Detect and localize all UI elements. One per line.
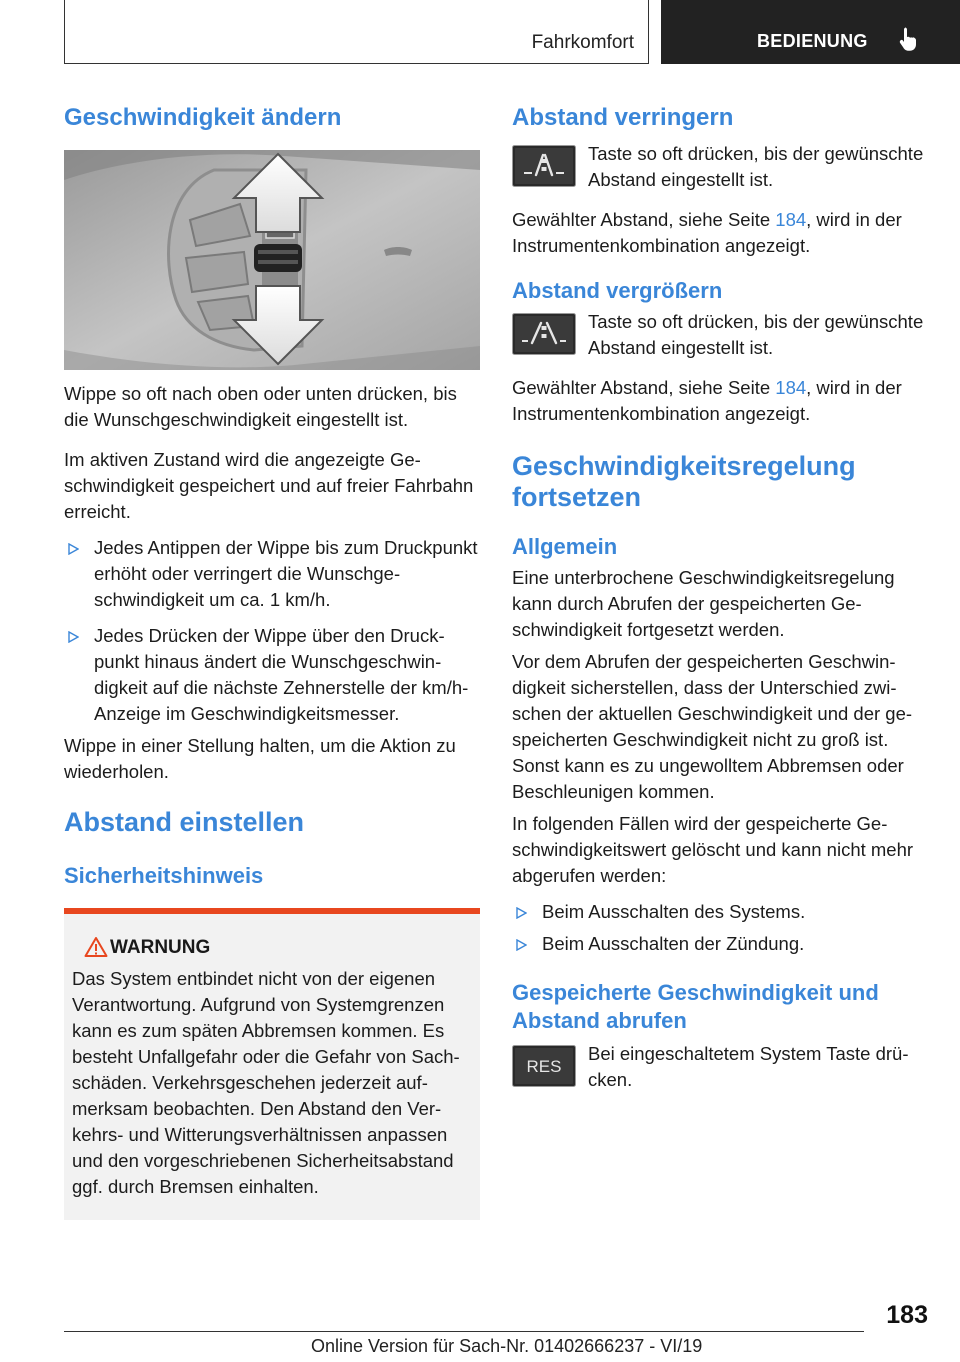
speed-bullet-list bbox=[64, 535, 480, 727]
heading-safety-note: Sicherheitshinweis bbox=[64, 863, 264, 888]
distance-increase-button-icon bbox=[512, 313, 576, 355]
increase-distance-reference: Gewählter Abstand, siehe Seite 184, wird in der Instrumentenkombination angezeigt. bbox=[512, 377, 902, 424]
distance-decrease-button-icon bbox=[512, 145, 576, 187]
footer-online-version: Online Version für Sach-Nr. 01402666237 - VI/19 bbox=[311, 1336, 703, 1356]
decrease-distance-instruction: Taste so oft drücken, bis der gewünschte Abstand eingestellt ist. bbox=[588, 143, 924, 190]
decrease-distance-row bbox=[512, 141, 928, 193]
page-number: 183 bbox=[886, 1301, 928, 1329]
list-item: Beim Ausschalten der Zündung. bbox=[512, 931, 928, 957]
triangle-bullet-icon bbox=[516, 907, 527, 919]
paragraph-rocker: Wippe so oft nach oben oder unten drücken, bis die Wunschgeschwindigkeit eingestellt ist. bbox=[64, 383, 457, 430]
increase-distance-instruction: Taste so oft drücken, bis der gewünschte Abstand eingestellt ist. bbox=[588, 311, 924, 358]
left-column bbox=[64, 100, 480, 1220]
triangle-bullet-icon bbox=[516, 939, 527, 951]
paragraph-before-recall: Vor dem Abrufen der gespeicherten Geschwindigkeit sicherstellen, dass der Unterschied zwischen der aktuellen Geschwindigkeit und der gespeicherten Geschwindigkeit nicht zu groß ist. Sonst kann es zu ungewolltem Abbremsen oder Beschleunigen kommen. bbox=[512, 651, 913, 802]
res-button-icon bbox=[512, 1045, 576, 1087]
page-reference-link[interactable]: 184 bbox=[775, 209, 807, 230]
paragraph-active-state: Im aktiven Zustand wird die angezeigte Geschwindigkeit gespeichert und auf freier Fahrbahn erreicht. bbox=[64, 449, 474, 522]
decrease-distance-reference: Gewählter Abstand, siehe Seite 184, wird in der Instrumentenkombination angezeigt. bbox=[512, 209, 902, 256]
warning-triangle-icon bbox=[84, 936, 108, 958]
warning-text: Das System entbindet nicht von der eigenen Verantwortung. Aufgrund von Systemgrenzen kann es zum späten Abbremsen kommen. Es besteht Unfallgefahr oder die Gefahr von Sachschäden. Verkehrsgeschehen jederzeit aufmerksam beobachten. Den Abstand den Verkehrs- und Witterungsverhältnissen anpassen und den vorgeschriebenen Sicherheitsabstand ggf. durch Bremsen einhalten. bbox=[72, 968, 460, 1197]
right-column bbox=[512, 100, 928, 1093]
warning-title: WARNUNG bbox=[110, 937, 211, 958]
header-section-box bbox=[64, 0, 649, 64]
header-chapter-title: BEDIENUNG bbox=[757, 31, 868, 51]
page-reference-link[interactable]: 184 bbox=[775, 377, 807, 398]
triangle-bullet-icon bbox=[68, 631, 79, 643]
list-item: Jedes Antippen der Wippe bis zum Druckpunkt erhöht oder verringert die Wunschgeschwindigkeit um ca. 1 km/h. bbox=[64, 535, 480, 613]
heading-recall-stored: Gespeicherte Geschwindigkeit und Abstand abrufen bbox=[512, 980, 879, 1033]
paragraph-deletion-cases: In folgenden Fällen wird der gespeicherte Geschwindigkeitswert gelöscht und kann nicht mehr abgerufen werden: bbox=[512, 813, 914, 886]
heading-change-speed: Geschwindigkeit ändern bbox=[64, 104, 342, 131]
warning-box bbox=[64, 908, 480, 1220]
increase-distance-row bbox=[512, 309, 928, 361]
heading-increase-distance: Abstand vergrößern bbox=[512, 278, 723, 303]
header-chapter-box bbox=[661, 0, 960, 64]
pointing-hand-icon bbox=[898, 26, 920, 52]
heading-decrease-distance: Abstand verringern bbox=[512, 104, 734, 131]
heading-general: Allgemein bbox=[512, 534, 618, 559]
recall-row bbox=[512, 1041, 928, 1093]
heading-adjust-distance: Abstand einstellen bbox=[64, 807, 305, 837]
list-item: Jedes Drücken der Wippe über den Druckpunkt hinaus ändert die Wunschgeschwindigkeit auf die nächste Zehnerstelle der km/h-Anzeige im Geschwindigkeitsmesser. bbox=[64, 623, 480, 727]
header-section-title: Fahrkomfort bbox=[531, 32, 634, 53]
deletion-bullet-list bbox=[512, 899, 928, 957]
heading-resume-speed-control: Geschwindigkeitsregelung fortsetzen bbox=[512, 451, 856, 512]
steering-wheel-rocker-image bbox=[64, 150, 480, 370]
footer-divider bbox=[64, 1331, 864, 1332]
paragraph-general: Eine unterbrochene Geschwindigkeitsregelung kann durch Abrufen der gespeicherten Geschwindigkeit fortgesetzt werden. bbox=[512, 567, 895, 640]
paragraph-hold-rocker: Wippe in einer Stellung halten, um die Aktion zu wiederholen. bbox=[64, 735, 456, 782]
triangle-bullet-icon bbox=[68, 543, 79, 555]
svg-text:RES: RES bbox=[526, 1057, 562, 1076]
list-item: Beim Ausschalten des Systems. bbox=[512, 899, 928, 925]
recall-instruction: Bei eingeschaltetem System Taste drücken. bbox=[588, 1043, 909, 1090]
